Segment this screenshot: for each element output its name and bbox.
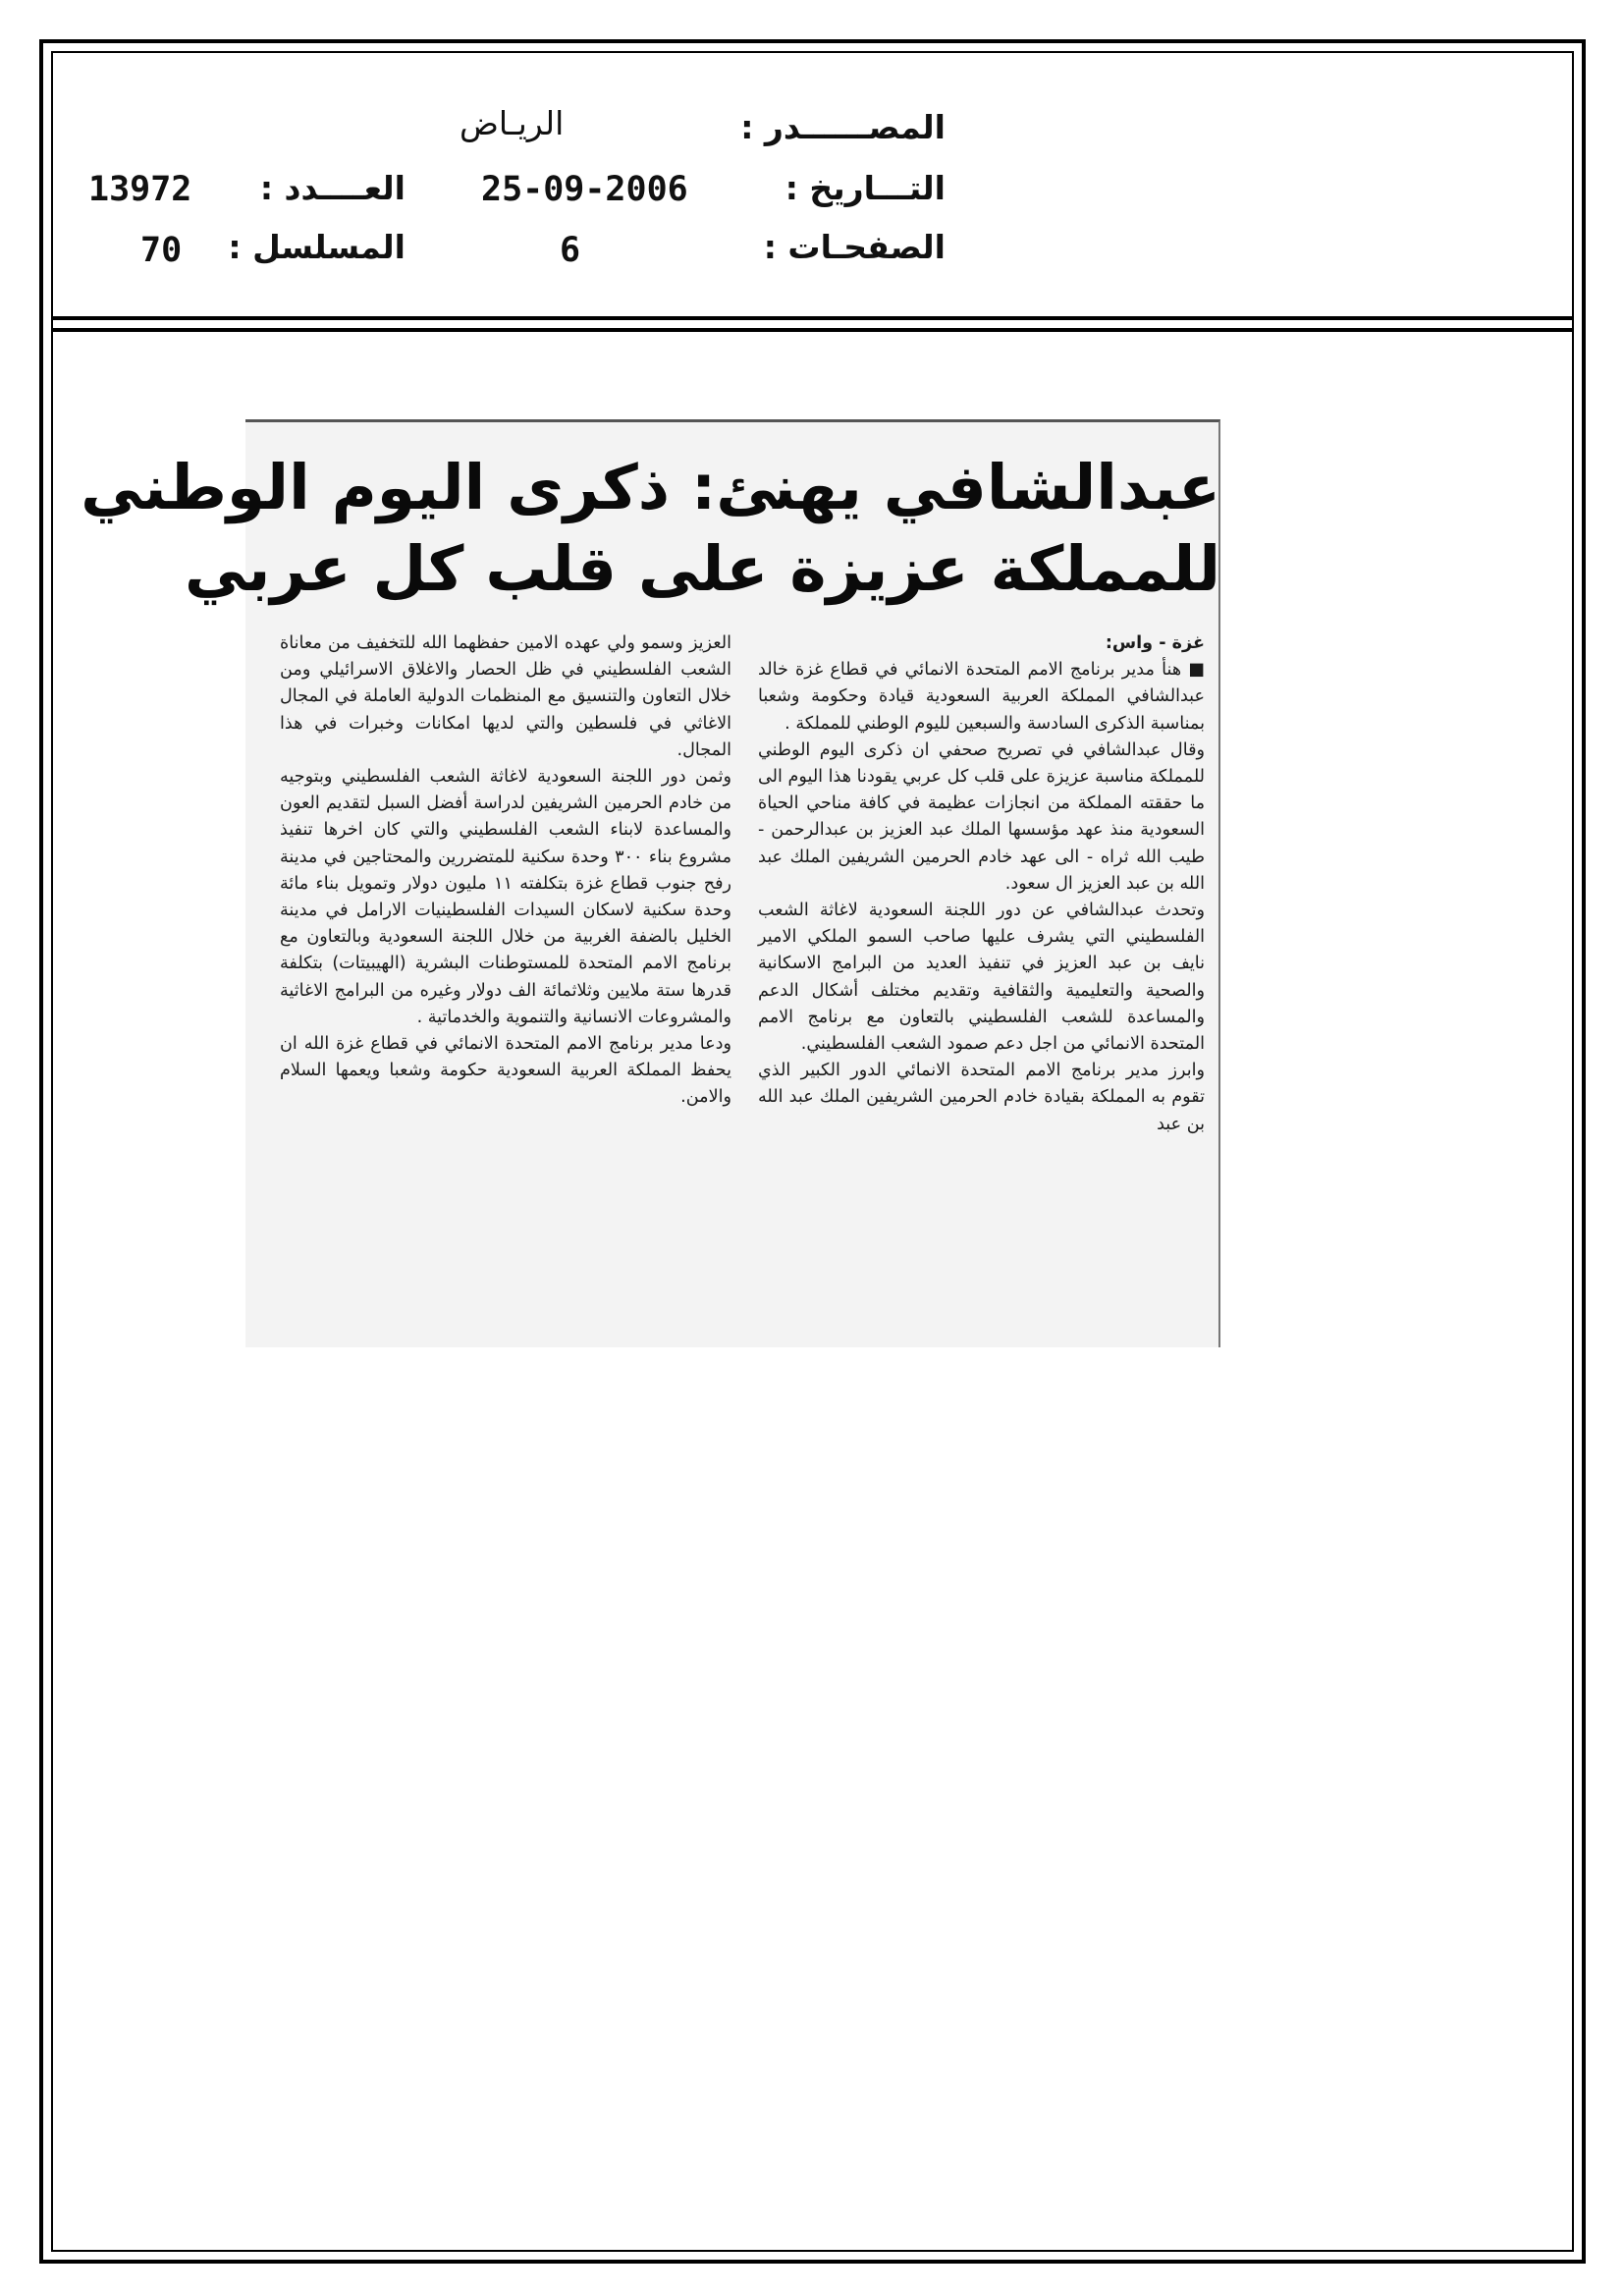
article-column-right bbox=[758, 630, 1205, 1138]
paragraph: وقال عبدالشافي في تصريح صحفي ان ذكرى اليوم الوطني للمملكة مناسبة عزيزة على قلب كل عربي يقودنا هذا اليوم الى ما حققته المملكة من انجازات عظيمة في كافة مناحي الحياة السعودية منذ عهد مؤسسها الملك عبد العزيز بن عبدالرحمن - طيب الله ثراه - الى عهد خادم الحرمين الشريفين الملك عبد الله بن عبد العزيز ال سعود. bbox=[758, 739, 1205, 894]
dateline: غزة - واس: bbox=[1105, 633, 1205, 653]
date-label: التـــاريخ : bbox=[784, 169, 946, 207]
source-value: الريـاض bbox=[460, 104, 565, 142]
paragraph: وابرز مدير برنامج الامم المتحدة الانمائي الدور الكبير الذي تقوم به المملكة بقيادة خادم الحرمين الشريفين الملك عبد الله بن عبد bbox=[758, 1061, 1205, 1134]
paragraph: وثمن دور اللجنة السعودية لاغاثة الشعب الفلسطيني وبتوجيه من خادم الحرمين الشريفين لدراسة أفضل السبل لتقديم العون والمساعدة لابناء الشعب الفلسطيني والتي كان اخرها تنفيذ مشروع بناء ٣٠٠ وحدة سكنية للمتضررين والمحتاجين في مدينة رفح جنوب قطاع غزة بتكلفته ١١ مليون دولار وتمويل بناء مائة وحدة سكنية لاسكان السيدات الفلسطينيات الارامل في مدينة الخليل بالضفة الغربية من خلال اللجنة السعودية وبالتعاون مع برنامج الامم المتحدة للمستوطنات البشرية (الهيبيتات) بتكلفة قدرها ستة ملايين وثلاثمائة الف دولار وغيره من البرامج الاغاثية والمشروعات الانسانية والتنموية والخدماتية . bbox=[280, 767, 731, 1027]
paragraph: وتحدث عبدالشافي عن دور اللجنة السعودية لاغاثة الشعب الفلسطيني التي يشرف عليها صاحب السمو الملكي الامير نايف بن عبد العزيز في تنفيذ العديد من البرامج الاسكانية والصحية والتعليمية والثقافية وتقديم مختلف أشكال الدعم والمساعدة للشعب الفلسطيني بالتعاون مع برنامج الامم المتحدة الانمائي من اجل دعم صمود الشعب الفلسطيني. bbox=[758, 901, 1205, 1055]
headline-line-1: عبدالشافي يهنئ: ذكرى اليوم الوطني bbox=[81, 452, 1220, 523]
newspaper-clipping bbox=[81, 419, 1220, 1347]
source-label: المصــــــدر : bbox=[740, 108, 946, 146]
date-value: 25-09-2006 bbox=[481, 170, 688, 209]
pages-value: 6 bbox=[560, 231, 581, 270]
pages-label: الصفحـات : bbox=[763, 228, 946, 266]
article-column-left bbox=[280, 630, 731, 1112]
paragraph: العزيز وسمو ولي عهده الامين حفظهما الله للتخفيف من معاناة الشعب الفلسطيني في ظل الحصار والاغلاق الاسرائيلي ومن خلال التعاون والتنسيق مع المنظمات الدولية العاملة في المجال الاغاثي في فلسطين والتي لديها امكانات وخبرات في هذا المجال. bbox=[280, 633, 731, 760]
issue-label: العــــدد : bbox=[259, 169, 406, 207]
paragraph: ■ هنأ مدير برنامج الامم المتحدة الانمائي في قطاع غزة خالد عبدالشافي المملكة العربية السعودية قيادة وحكومة وشعبا بمناسبة الذكرى السادسة والسبعين لليوم الوطني للمملكة . bbox=[758, 660, 1205, 734]
paragraph: ودعا مدير برنامج الامم المتحدة الانمائي في قطاع غزة الله ان يحفظ المملكة العربية السعودية حكومة وشعبا ويعمها السلام والامن. bbox=[280, 1034, 731, 1108]
header-divider bbox=[51, 316, 1574, 320]
headline-line-2: للمملكة عزيزة على قلب كل عربي bbox=[185, 533, 1220, 605]
serial-value: 70 bbox=[140, 231, 183, 270]
issue-number: 13972 bbox=[88, 170, 192, 209]
header-divider-inner bbox=[51, 328, 1574, 332]
serial-label: المسلسل : bbox=[228, 228, 406, 266]
